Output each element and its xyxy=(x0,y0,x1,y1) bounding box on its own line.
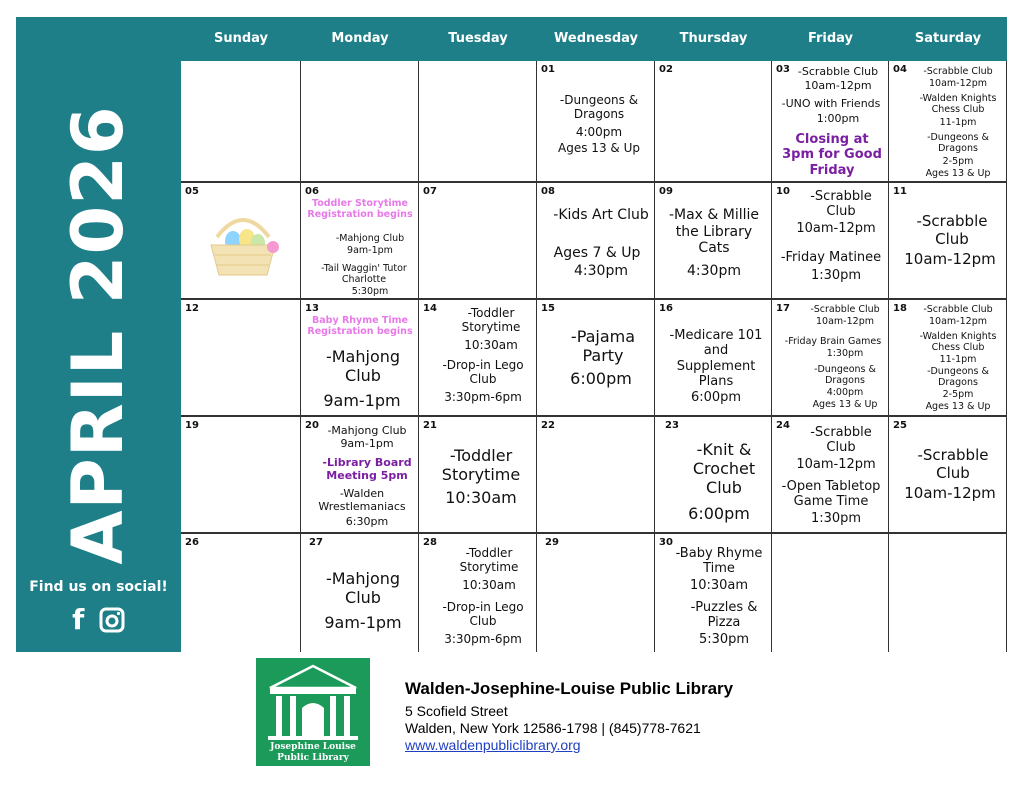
event-title: -Toddler Storytime xyxy=(461,306,521,335)
event-title: -Dungeons & Dragons xyxy=(559,93,639,122)
day-number: 01 xyxy=(541,64,555,75)
event-note: Ages 13 & Up xyxy=(812,399,878,410)
event-time: 2-5pm xyxy=(942,156,974,167)
day-cell-08 xyxy=(537,183,655,300)
weekday-friday: Friday xyxy=(807,31,854,46)
day-cell-20 xyxy=(301,417,419,534)
weekday-wednesday: Wednesday xyxy=(554,31,638,46)
event-time: 4:30pm xyxy=(687,263,741,279)
day-cell-02 xyxy=(655,61,772,183)
day-number: 18 xyxy=(893,303,907,314)
closing-notice: Closing at 3pm for Good Friday xyxy=(782,132,882,178)
event-time: 3:30pm-6pm xyxy=(444,390,522,404)
day-cell-23 xyxy=(655,417,772,534)
event-title: -Max & Millie the Library Cats xyxy=(668,207,760,257)
event-time: 1:00pm xyxy=(816,112,860,125)
library-name: Walden-Josephine-Louise Public Library xyxy=(405,679,734,698)
event-note: Ages 13 & Up xyxy=(925,168,991,179)
event-time: 6:30pm xyxy=(345,515,389,528)
event-title: -Scrabble Club xyxy=(916,212,988,248)
day-number: 30 xyxy=(659,537,673,548)
event-time: 5:30pm xyxy=(351,286,389,297)
day-cell-14 xyxy=(419,300,537,417)
event-time: 10:30am xyxy=(445,488,517,507)
event-time: 10:30am xyxy=(462,578,516,592)
event-time: 2-5pm xyxy=(942,389,974,400)
event-time: 10am-12pm xyxy=(904,484,996,502)
event-title: -Scrabble Club xyxy=(810,304,880,315)
event-title: -Pajama Party xyxy=(570,327,636,365)
weekday-sunday: Sunday xyxy=(213,31,269,46)
event-time: 1:30pm xyxy=(810,268,862,283)
event-title: -Knit & Crochet Club xyxy=(692,440,756,497)
event-title: -Drop-in Lego Club xyxy=(442,358,524,387)
event-title: -Scrabble Club xyxy=(923,66,993,77)
event-time: 11-1pm xyxy=(939,117,977,128)
day-cell-18 xyxy=(889,300,1007,417)
event-title: -Walden Wrestlemaniacs xyxy=(318,487,406,513)
month-title-text: APRIL 2026 xyxy=(57,105,139,565)
event-title: -Scrabble Club xyxy=(917,446,989,482)
day-cell-01 xyxy=(537,61,655,183)
day-number: 27 xyxy=(309,537,323,548)
event-title: -Scrabble Club xyxy=(797,65,879,78)
event-title: -Scrabble Club xyxy=(810,189,872,220)
sidebar xyxy=(16,17,181,652)
event-time: 11-1pm xyxy=(939,354,977,365)
event-time: 10:30am xyxy=(464,338,518,352)
day-cell-21 xyxy=(419,417,537,534)
event-time: 9am-1pm xyxy=(323,391,401,410)
social-label: Find us on social! xyxy=(29,579,168,595)
day-number: 14 xyxy=(423,303,437,314)
day-cell-06 xyxy=(301,183,419,300)
day-cell-27 xyxy=(301,534,419,652)
weekday-monday: Monday xyxy=(331,31,389,46)
street-address: 5 Scofield Street xyxy=(405,703,508,719)
event-time: 10am-12pm xyxy=(929,316,987,327)
calendar-grid xyxy=(181,17,1007,652)
event-title: -Friday Brain Games xyxy=(784,336,882,347)
event-title: -Mahjong Club xyxy=(335,233,405,244)
day-number: 09 xyxy=(659,186,673,197)
weekday-saturday: Saturday xyxy=(914,31,982,46)
event-time: 10am-12pm xyxy=(804,79,872,92)
day-number: 04 xyxy=(893,64,907,75)
month-title xyxy=(16,17,181,565)
day-cell-09 xyxy=(655,183,772,300)
empty-cell xyxy=(772,534,889,652)
event-title: -Medicare 101 and Supplement Plans xyxy=(669,328,763,389)
website-link[interactable]: www.waldenpubliclibrary.org xyxy=(405,737,581,753)
day-number: 03 xyxy=(776,64,790,75)
event-title: -Drop-in Lego Club xyxy=(442,600,524,629)
day-cell-25 xyxy=(889,417,1007,534)
event-time: 6:00pm xyxy=(690,390,742,405)
event-time: 5:30pm xyxy=(698,632,750,647)
day-number: 29 xyxy=(545,537,559,548)
day-number: 21 xyxy=(423,420,437,431)
weekday-tuesday: Tuesday xyxy=(448,31,508,46)
event-time: 4:30pm xyxy=(574,263,628,279)
event-title: -Mahjong Club xyxy=(325,347,401,385)
day-number: 16 xyxy=(659,303,673,314)
event-time: 1:30pm xyxy=(810,511,862,526)
empty-cell xyxy=(301,61,419,183)
day-number: 07 xyxy=(423,186,437,197)
weekday-header xyxy=(181,17,1007,61)
event-title: -Dungeons & Dragons xyxy=(927,132,989,155)
day-cell-17 xyxy=(772,300,889,417)
day-number: 22 xyxy=(541,420,555,431)
event-time: 10am-12pm xyxy=(796,457,876,472)
event-title: -Toddler Storytime xyxy=(441,446,521,484)
day-number: 23 xyxy=(665,420,679,431)
day-cell-13 xyxy=(301,300,419,417)
event-title: -Baby Rhyme Time xyxy=(675,546,763,577)
event-time: 10am-12pm xyxy=(796,221,876,236)
day-number: 25 xyxy=(893,420,907,431)
day-number: 10 xyxy=(776,186,790,197)
day-number: 05 xyxy=(185,186,199,197)
empty-cell xyxy=(889,534,1007,652)
day-cell-26 xyxy=(181,534,301,652)
logo-text: Josephine Louise Public Library xyxy=(270,742,356,763)
day-number: 12 xyxy=(185,303,199,314)
event-title: -Tail Waggin' Tutor Charlotte xyxy=(321,263,407,286)
event-title: -Scrabble Club xyxy=(810,425,872,456)
day-number: 13 xyxy=(305,303,319,314)
social-icons xyxy=(16,603,181,636)
day-number: 06 xyxy=(305,186,319,197)
event-note: Ages 13 & Up xyxy=(925,401,991,412)
day-cell-03 xyxy=(772,61,889,183)
day-number: 02 xyxy=(659,64,673,75)
event-time: 9am-1pm xyxy=(340,437,394,450)
library-logo xyxy=(256,658,370,766)
event-title: -Toddler Storytime xyxy=(459,546,519,575)
day-cell-28 xyxy=(419,534,537,652)
event-title: -Walden Knights Chess Club xyxy=(919,93,997,116)
day-cell-30 xyxy=(655,534,772,652)
event-title: -Open Tabletop Game Time xyxy=(781,479,881,510)
event-title: -Scrabble Club xyxy=(923,304,993,315)
event-note: Ages 7 & Up xyxy=(553,245,641,261)
day-cell-15 xyxy=(537,300,655,417)
event-time: 6:00pm xyxy=(570,369,632,388)
easter-basket-icon xyxy=(203,207,283,279)
day-number: 11 xyxy=(893,186,907,197)
event-title: -Walden Knights Chess Club xyxy=(919,331,997,354)
registration-notice: Toddler Storytime Registration begins xyxy=(307,198,413,221)
empty-cell xyxy=(419,61,537,183)
event-title: -Puzzles & Pizza xyxy=(690,600,758,631)
library-address xyxy=(405,703,701,754)
event-time: 10am-12pm xyxy=(816,316,874,327)
event-time: 6:00pm xyxy=(688,504,750,523)
event-title: -Mahjong Club xyxy=(327,424,407,437)
event-title: -Dungeons & Dragons xyxy=(814,364,876,387)
day-number: 15 xyxy=(541,303,555,314)
day-cell-07 xyxy=(419,183,537,300)
day-cell-05 xyxy=(181,183,301,300)
day-cell-29 xyxy=(537,534,655,652)
event-note: Ages 13 & Up xyxy=(558,141,640,155)
day-number: 26 xyxy=(185,537,199,548)
event-time: 4:00pm xyxy=(575,125,623,139)
event-time: 9am-1pm xyxy=(324,613,402,632)
day-cell-10 xyxy=(772,183,889,300)
day-number: 24 xyxy=(776,420,790,431)
registration-notice: Baby Rhyme Time Registration begins xyxy=(307,315,413,338)
event-title: -Kids Art Club xyxy=(553,207,649,223)
facebook-icon[interactable]: f xyxy=(72,603,85,636)
day-number: 17 xyxy=(776,303,790,314)
event-title: -Dungeons & Dragons xyxy=(927,366,989,389)
event-title: -Friday Matinee xyxy=(780,250,882,265)
event-title: -Mahjong Club xyxy=(325,569,401,607)
day-number: 08 xyxy=(541,186,555,197)
day-cell-22 xyxy=(537,417,655,534)
day-number: 28 xyxy=(423,537,437,548)
day-cell-04 xyxy=(889,61,1007,183)
event-time: 10am-12pm xyxy=(904,250,996,268)
event-time: 3:30pm-6pm xyxy=(444,632,522,646)
day-cell-24 xyxy=(772,417,889,534)
event-time: 1:30pm xyxy=(826,348,864,359)
event-time: 9am-1pm xyxy=(347,245,393,256)
city-phone: Walden, New York 12586-1798 | (845)778-7621 xyxy=(405,720,701,736)
day-cell-16 xyxy=(655,300,772,417)
day-number: 19 xyxy=(185,420,199,431)
board-meeting-notice: -Library Board Meeting 5pm xyxy=(322,456,412,482)
event-title: -UNO with Friends xyxy=(781,97,881,110)
weekday-thursday: Thursday xyxy=(679,31,748,46)
day-cell-19 xyxy=(181,417,301,534)
event-time: 10:30am xyxy=(689,578,749,593)
instagram-icon[interactable] xyxy=(99,607,125,633)
event-time: 4:00pm xyxy=(826,387,864,398)
day-cell-12 xyxy=(181,300,301,417)
day-cell-11 xyxy=(889,183,1007,300)
day-number: 20 xyxy=(305,420,319,431)
event-time: 10am-12pm xyxy=(929,78,987,89)
empty-cell xyxy=(181,61,301,183)
